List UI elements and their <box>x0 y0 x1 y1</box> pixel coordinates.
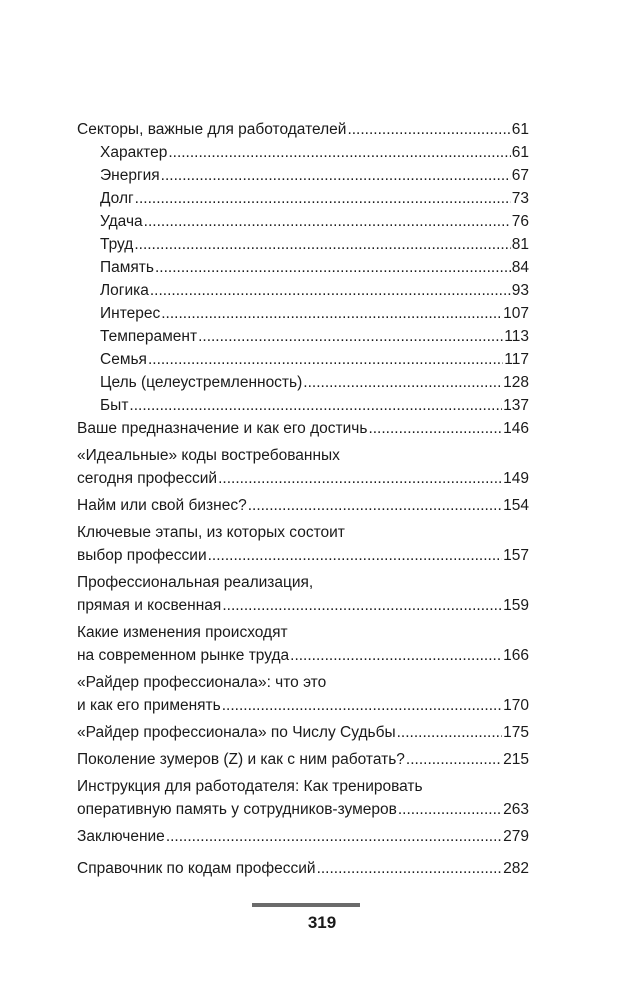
leader-dots <box>129 394 502 417</box>
toc-entry-title-line1: Инструкция для работодателя: Как тренировать <box>77 778 423 795</box>
leader-dots <box>144 210 511 233</box>
toc-subentry <box>77 325 529 348</box>
leader-dots <box>406 748 502 771</box>
leader-dots <box>222 694 502 717</box>
toc-entry-page: 117 <box>504 351 529 368</box>
toc-entry-title-line1: Какие изменения происходят <box>77 624 288 641</box>
leader-dots <box>161 302 502 325</box>
toc-entry-title: Заключение <box>77 828 165 845</box>
toc-entry-page: 128 <box>503 374 529 391</box>
toc-entry <box>77 857 529 880</box>
toc-entry-page: 215 <box>503 751 529 768</box>
toc-subentry <box>77 141 529 164</box>
toc-entry-title: Интерес <box>100 305 161 322</box>
leader-dots <box>208 544 503 567</box>
toc-entry-page: 93 <box>511 282 529 299</box>
toc-entry-title: Удача <box>100 213 143 230</box>
toc-entry-title-line1: «Идеальные» коды востребованных <box>77 447 340 464</box>
toc-subentry <box>77 371 529 394</box>
leader-dots <box>303 371 502 394</box>
toc-entry-page: 279 <box>503 828 529 845</box>
toc-entry-page: 73 <box>511 190 529 207</box>
toc-entry <box>77 571 529 617</box>
leader-dots <box>368 417 502 440</box>
toc-subentry <box>77 279 529 302</box>
toc-entry-page: 146 <box>503 420 529 437</box>
toc-entry-page: 154 <box>503 497 529 514</box>
leader-dots <box>155 256 511 279</box>
leader-dots <box>135 187 511 210</box>
toc-subentry <box>77 302 529 325</box>
toc-entry-page: 157 <box>503 547 529 564</box>
footer-rule <box>252 903 360 907</box>
toc-entry-title: оперативную память у сотрудников-зумеров <box>77 801 397 818</box>
toc-subentry <box>77 394 529 417</box>
toc-entry-title: сегодня профессий <box>77 470 218 487</box>
leader-dots <box>317 857 503 880</box>
toc-entry-page: 61 <box>511 144 529 161</box>
toc-subentry <box>77 164 529 187</box>
toc-subentry <box>77 233 529 256</box>
leader-dots <box>148 348 503 371</box>
leader-dots <box>134 233 510 256</box>
leader-dots <box>248 494 502 517</box>
toc-entry-title: прямая и косвенная <box>77 597 222 614</box>
toc-entry-page: 159 <box>503 597 529 614</box>
toc-entry-title: Ваше предназначение и как его достичь <box>77 420 368 437</box>
toc-entry-title: Память <box>100 259 154 276</box>
toc-entry-page: 282 <box>503 860 529 877</box>
toc-entry <box>77 417 529 440</box>
toc-entry-title: Быт <box>100 397 129 414</box>
toc-subentry <box>77 187 529 210</box>
toc-subentry <box>77 348 529 371</box>
leader-dots <box>222 594 502 617</box>
toc-entry <box>77 494 529 517</box>
toc-entry-title: Семья <box>100 351 147 368</box>
toc-entry-title-line1: Ключевые этапы, из которых состоит <box>77 524 345 541</box>
toc-entry-title: выбор профессии <box>77 547 207 564</box>
toc-entry-title: Энергия <box>100 167 160 184</box>
toc-entry-page: 76 <box>511 213 529 230</box>
toc-entry-title: Характер <box>100 144 168 161</box>
leader-dots <box>398 798 502 821</box>
leader-dots <box>150 279 511 302</box>
toc-entry-title: Логика <box>100 282 149 299</box>
leader-dots <box>347 118 510 141</box>
toc-entry-page: 84 <box>511 259 529 276</box>
toc-entry <box>77 671 529 717</box>
toc-entry-page: 107 <box>503 305 529 322</box>
toc-entry-title: Цель (целеустремленность) <box>100 374 303 391</box>
page-number: 319 <box>307 913 337 932</box>
toc-entry-page: 166 <box>503 647 529 664</box>
toc-entry <box>77 521 529 567</box>
leader-dots <box>166 825 502 848</box>
toc-subentry <box>77 256 529 279</box>
toc-entry-page: 67 <box>511 167 529 184</box>
toc-entry-title: Темперамент <box>100 328 198 345</box>
toc-entry-title-line1: Профессиональная реализация, <box>77 574 314 591</box>
toc-entry-page: 149 <box>503 470 529 487</box>
toc-entry-page: 175 <box>503 724 529 741</box>
toc-entry-page: 61 <box>511 121 529 138</box>
leader-dots <box>218 467 502 490</box>
toc-entry <box>77 444 529 490</box>
leader-dots <box>397 721 503 744</box>
toc-entry-title: Труд <box>100 236 134 253</box>
toc-entry-title: Долг <box>100 190 134 207</box>
toc-entry-page: 137 <box>503 397 529 414</box>
toc-entry-page: 113 <box>504 328 529 345</box>
toc-entry <box>77 775 529 821</box>
toc-entry-title: Найм или свой бизнес? <box>77 497 247 514</box>
toc-entry-title: и как его применять <box>77 697 221 714</box>
leader-dots <box>161 164 511 187</box>
toc-entry-title: на современном рынке труда <box>77 647 290 664</box>
toc-entry-title: Справочник по кодам профессий <box>77 860 316 877</box>
leader-dots <box>168 141 510 164</box>
table-of-contents <box>77 118 529 880</box>
toc-entry <box>77 825 529 848</box>
toc-entry-title: «Райдер профессионала» по Числу Судьбы <box>77 724 396 741</box>
leader-dots <box>198 325 503 348</box>
toc-entry <box>77 118 529 141</box>
leader-dots <box>290 644 502 667</box>
toc-entry <box>77 721 529 744</box>
toc-entry-page: 81 <box>511 236 529 253</box>
toc-entry-page: 170 <box>503 697 529 714</box>
toc-entry-title-line1: «Райдер профессионала»: что это <box>77 674 327 691</box>
toc-entry <box>77 748 529 771</box>
toc-entry <box>77 621 529 667</box>
toc-entry-title: Поколение зумеров (Z) и как с ним работать? <box>77 751 405 768</box>
toc-entry-page: 263 <box>503 801 529 818</box>
toc-entry-title: Секторы, важные для работодателей <box>77 121 347 138</box>
toc-subentry <box>77 210 529 233</box>
